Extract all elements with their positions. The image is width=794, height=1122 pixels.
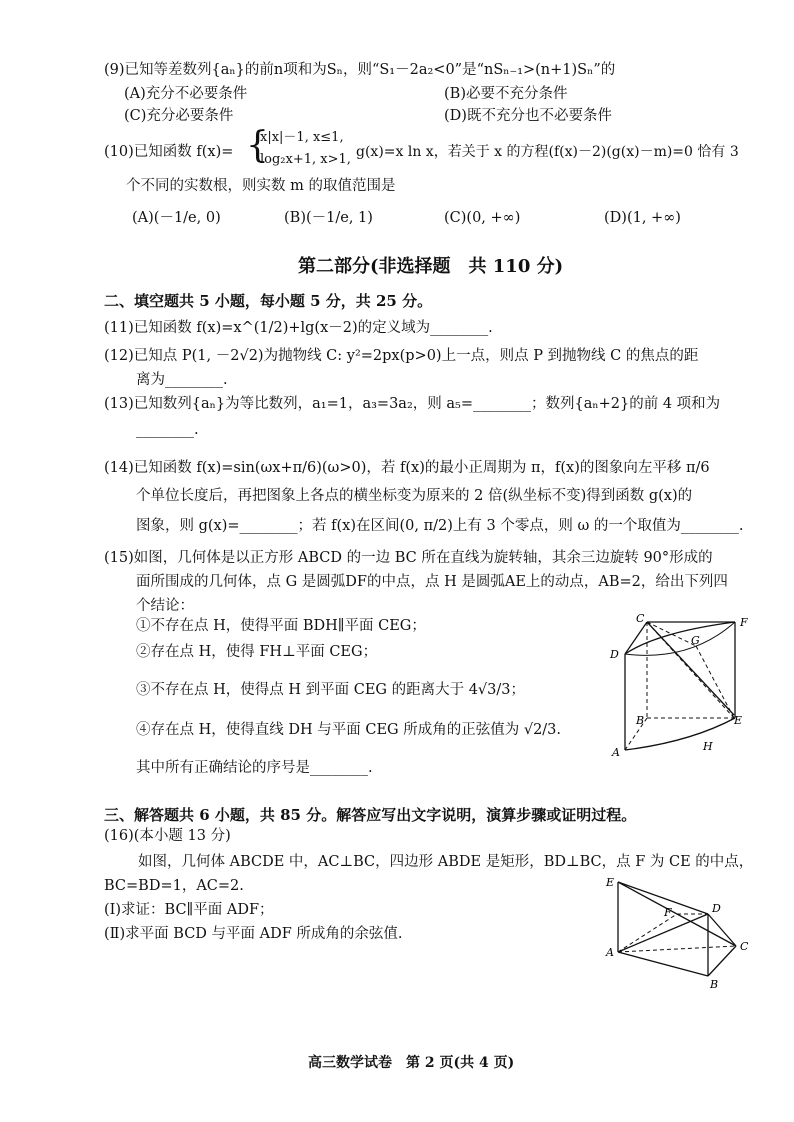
fig15-label-a: A bbox=[612, 746, 620, 759]
q12-line1: (12)已知点 P(1, －2√2)为抛物线 C: y²=2px(p>0)上一点，则点 P 到抛物线 C 的焦点的距 bbox=[104, 348, 699, 364]
fill-heading: 二、填空题共 5 小题，每小题 5 分，共 25 分。 bbox=[104, 292, 433, 310]
q16-geometry-figure bbox=[600, 872, 760, 992]
q15-line2: 面所围成的几何体，点 G 是圆弧DF的中点，点 H 是圆弧AE上的动点，AB=2，给出下列四 bbox=[136, 574, 728, 590]
q10-option-d: (D)(1, +∞) bbox=[604, 210, 681, 226]
q12-line2: 离为________. bbox=[136, 372, 228, 388]
q9-option-d: (D)既不充分也不必要条件 bbox=[444, 108, 612, 124]
q10-prefix: (10)已知函数 f(x)= bbox=[104, 144, 234, 160]
q14-line2: 个单位长度后，再把图象上各点的横坐标变为原来的 2 倍(纵坐标不变)得到函数 g(x)的 bbox=[136, 488, 693, 504]
fig16-label-d: D bbox=[712, 902, 721, 915]
q15-geometry-figure bbox=[600, 612, 760, 762]
fig15-label-b: B bbox=[636, 714, 645, 727]
fig15-label-c: C bbox=[636, 612, 645, 625]
q15-conclusion-2: ②存在点 H，使得 FH⊥平面 CEG； bbox=[136, 644, 378, 660]
q10-option-c: (C)(0, +∞) bbox=[444, 210, 521, 226]
q14-line1: (14)已知函数 f(x)=sin(ωx+π/6)(ω>0)，若 f(x)的最小正周期为 π，f(x)的图象向左平移 π/6 bbox=[104, 460, 710, 476]
fig16-label-a: A bbox=[606, 946, 614, 959]
q9-option-c: (C)充分必要条件 bbox=[124, 108, 234, 124]
q15-line3: 个结论： bbox=[136, 598, 194, 614]
q9-stem: (9)已知等差数列{aₙ}的前n项和为Sₙ，则“S₁－2a₂<0”是“nSₙ₋₁>(n+1)Sₙ”的 bbox=[104, 62, 616, 78]
fig15-label-g: G bbox=[691, 634, 700, 647]
solve-heading: 三、解答题共 6 小题，共 85 分。解答应写出文字说明，演算步骤或证明过程。 bbox=[104, 806, 637, 824]
q9-option-a: (A)充分不必要条件 bbox=[124, 86, 248, 102]
q10-line2: 个不同的实数根，则实数 m 的取值范围是 bbox=[126, 178, 396, 194]
q13-line2: ________. bbox=[136, 422, 199, 438]
q16-part-1: (Ⅰ)求证：BC∥平面 ADF； bbox=[104, 902, 274, 918]
q10-option-a: (A)(－1/e, 0) bbox=[132, 210, 221, 226]
fig15-label-f: F bbox=[740, 616, 748, 629]
fig15-label-d: D bbox=[610, 648, 619, 661]
q16-part-2: (Ⅱ)求平面 BCD 与平面 ADF 所成角的余弦值. bbox=[104, 926, 403, 942]
q15-line1: (15)如图，几何体是以正方形 ABCD 的一边 BC 所在直线为旋转轴，其余三边旋转 90°形成的 bbox=[104, 550, 713, 566]
q15-conclusion-3: ③不存在点 H，使得点 H 到平面 CEG 的距离大于 4√3/3； bbox=[136, 682, 526, 698]
q16-line2: BC=BD=1，AC=2. bbox=[104, 878, 244, 894]
q15-question: 其中所有正确结论的序号是________. bbox=[136, 760, 373, 776]
fig16-label-b: B bbox=[710, 978, 719, 991]
q16-title: (16)(本小题 13 分) bbox=[104, 828, 231, 844]
part2-title: 第二部分(非选择题 共 110 分) bbox=[298, 256, 564, 277]
q10-option-b: (B)(－1/e, 1) bbox=[284, 210, 373, 226]
fig16-label-c: C bbox=[740, 940, 749, 953]
q15-conclusion-4: ④存在点 H，使得直线 DH 与平面 CEG 所成角的正弦值为 √2/3. bbox=[136, 722, 562, 738]
q9-option-b: (B)必要不充分条件 bbox=[444, 86, 568, 102]
q14-line3: 图象，则 g(x)=________；若 f(x)在区间(0, π/2)上有 3 个零点，则 ω 的一个取值为________. bbox=[136, 518, 744, 534]
q13-line1: (13)已知数列{aₙ}为等比数列，a₁=1，a₃=3a₂，则 a₅=________；数列{aₙ+2}的前 4 项和为 bbox=[104, 396, 721, 412]
q15-conclusion-1: ①不存在点 H，使得平面 BDH∥平面 CEG； bbox=[136, 618, 426, 634]
fig16-label-f: F bbox=[664, 906, 672, 919]
q10-case2: log₂x+1, x>1, bbox=[260, 152, 351, 167]
q10-brace: { bbox=[246, 125, 269, 166]
q10-case1: x|x|－1, x≤1, bbox=[260, 130, 344, 145]
page-footer: 高三数学试卷 第 2 页(共 4 页) bbox=[308, 1055, 515, 1071]
fig16-label-e: E bbox=[606, 876, 615, 889]
fig15-label-e: E bbox=[734, 714, 743, 727]
q11: (11)已知函数 f(x)=x^(1/2)+lg(x－2)的定义域为________. bbox=[104, 320, 493, 336]
q16-line1: 如图，几何体 ABCDE 中，AC⊥BC，四边形 ABDE 是矩形，BD⊥BC，点 F 为 CE 的中点， bbox=[138, 854, 754, 870]
q10-suffix: g(x)=x ln x，若关于 x 的方程(f(x)－2)(g(x)－m)=0 恰有 3 bbox=[356, 144, 739, 160]
fig15-label-h: H bbox=[703, 740, 713, 753]
